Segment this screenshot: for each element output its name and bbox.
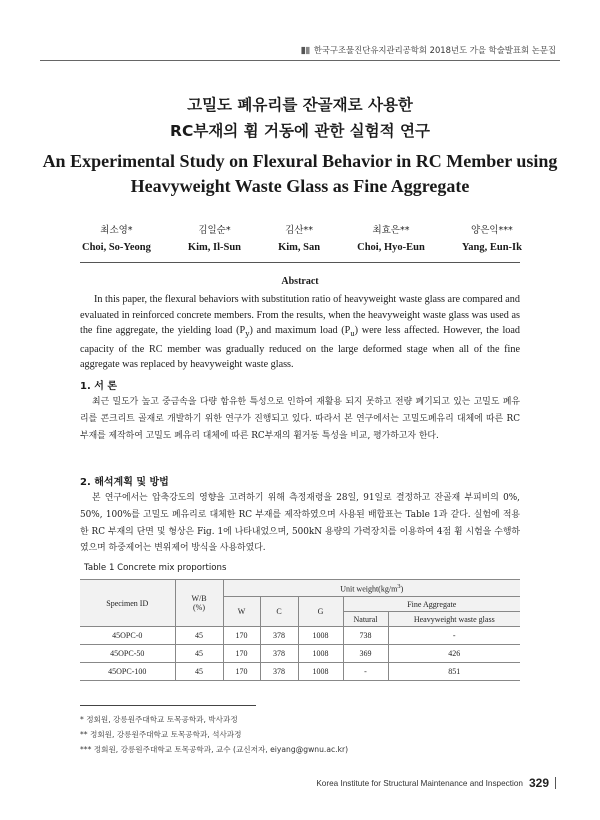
cell-wb: 45 <box>175 627 223 645</box>
cell-heavy: 851 <box>388 663 520 681</box>
table-row <box>80 627 520 645</box>
header-heavyweight: Heavyweight waste glass <box>388 612 520 627</box>
author-divider <box>80 262 520 263</box>
abstract-title: Abstract <box>281 276 319 287</box>
section-body-intro: 최근 밀도가 높고 중금속을 다량 함유한 특성으로 인하여 재활용 되지 못하고 전량 폐기되고 있는 고밀도 폐유리를 콘크리트 골재로 개발하기 위한 연구가 진행되고 있다. 따라서 본 연구에서는 고밀도폐유리 대체에 따른 RC부재를 제작하여 고밀도 폐유리 대체에 따른 RC부재의 휨거동 특성을 비교, 평가하고자 한다. <box>80 397 520 441</box>
footer-institute: Korea Institute for Structural Maintenance and Inspection <box>316 778 523 788</box>
page-number: 329 <box>528 776 549 790</box>
cell-c: 378 <box>260 645 298 663</box>
section-heading-method: 2. 해석계획 및 방법 <box>80 477 169 488</box>
journal-name: 한국구조물진단유지관리공학회 2018년도 가을 학술발표회 논문집 <box>313 45 556 55</box>
section-heading-intro: 1. 서 론 <box>80 381 118 392</box>
author-name-ko: 김일순* <box>198 225 231 236</box>
author <box>462 222 522 256</box>
title-korean-line-1: 고밀도 폐유리를 잔골재로 사용한 <box>187 96 413 114</box>
cell-g: 1008 <box>298 663 343 681</box>
mix-proportion-table <box>80 579 520 681</box>
header-g: G <box>298 597 343 627</box>
author-name-en: Kim, San <box>278 242 321 253</box>
cell-id: 45OPC-0 <box>80 627 175 645</box>
cell-heavy: 426 <box>388 645 520 663</box>
cell-wb: 45 <box>175 645 223 663</box>
footnote-2: ** 정회원, 강릉원주대학교 토목공학과, 석사과정 <box>80 730 242 739</box>
header-c: C <box>260 597 298 627</box>
cell-c: 378 <box>260 663 298 681</box>
unit-weight-label: Unit weight(kg/m <box>340 584 398 594</box>
unit-weight-close: ) <box>400 584 404 594</box>
cell-g: 1008 <box>298 627 343 645</box>
header-w: W <box>223 597 260 627</box>
cell-natural: 369 <box>343 645 388 663</box>
author-list <box>82 222 522 256</box>
subscript-y: y <box>245 328 250 339</box>
author <box>188 222 241 256</box>
title-english-line-1: An Experimental Study on Flexural Behavior in RC Member using <box>42 151 558 171</box>
header-unit-weight <box>223 580 520 597</box>
author-name-en: Yang, Eun-Ik <box>461 242 522 253</box>
footer-divider <box>555 777 556 789</box>
cell-w: 170 <box>223 663 260 681</box>
cell-id: 45OPC-100 <box>80 663 175 681</box>
title-english <box>0 149 600 199</box>
table-row <box>80 663 520 681</box>
title-korean <box>0 92 600 144</box>
unit-superscript: 3 <box>397 582 401 590</box>
cell-id: 45OPC-50 <box>80 645 175 663</box>
author-name-ko: 양은익*** <box>471 225 513 236</box>
author-name-ko: 최효은** <box>372 225 410 236</box>
footnote-3: *** 정회원, 강릉원주대학교 토목공학과, 교수 (교신저자, eiyang@gwnu.ac.kr) <box>80 745 349 754</box>
table-row <box>80 645 520 663</box>
cell-g: 1008 <box>298 645 343 663</box>
section-body-method: 본 연구에서는 압축강도의 영향을 고려하기 위해 측정재령을 28일, 91일로 결정하고 잔골재 부피비의 0%, 50%, 100%를 고밀도 폐유리로 대체한 RC 부재를 제작하였으며 사용된 배합표는 Table 1과 같다. 실험에 적용한 RC 부재의 단면 및 형상은 Fig. 1에 나타내었으며, 500kN 용량의 가력장치를 이용하여 4점 휨 시험을 수행하였으며 하중제어는 변위제어 방식을 사용하였다. <box>80 493 520 554</box>
book-icon <box>301 46 310 55</box>
subscript-u: u <box>350 328 355 339</box>
cell-wb: 45 <box>175 663 223 681</box>
author-name-en: Choi, Hyo-Eun <box>357 242 425 253</box>
author <box>278 222 320 256</box>
author-name-en: Kim, Il-Sun <box>187 242 242 253</box>
author-name-en: Choi, So-Yeong <box>82 242 151 253</box>
title-korean-line-2: RC부재의 휨 거동에 관한 실험적 연구 <box>170 122 430 140</box>
header-wb-line-2: (%) <box>193 603 205 612</box>
header-fine-aggregate: Fine Aggregate <box>343 597 520 612</box>
author <box>357 222 425 256</box>
header-specimen: Specimen ID <box>80 580 175 627</box>
header-wb-line-1: W/B <box>191 594 207 603</box>
cell-w: 170 <box>223 627 260 645</box>
cell-heavy: - <box>388 627 520 645</box>
author-name-ko: 최소영* <box>100 225 133 236</box>
header-natural: Natural <box>343 612 388 627</box>
footnote-divider <box>80 705 256 706</box>
author <box>82 222 151 256</box>
cell-natural: - <box>343 663 388 681</box>
abstract-body <box>80 292 520 373</box>
abstract-text: ) were less affected. However, the load capacity of the RC member was gradually reduced on the large deformed stage when all of the fine aggregate was replaced by heavyweight waste glass. <box>80 325 521 371</box>
page-footer <box>316 776 556 790</box>
abstract-text: In this paper, the flexural behaviors with substitution ratio of heavyweight waste glass are compared and evaluated in reinforced concrete members. From the results, when the heavyweight waste glass was used as the fine aggregate, the yielding load (P <box>80 294 520 337</box>
author-name-ko: 김산** <box>285 225 313 236</box>
header-wb <box>175 580 223 627</box>
table-caption: Table 1 Concrete mix proportions <box>84 563 227 573</box>
running-header <box>301 44 556 56</box>
cell-c: 378 <box>260 627 298 645</box>
cell-natural: 738 <box>343 627 388 645</box>
footnote-1: * 정회원, 강릉원주대학교 토목공학과, 박사과정 <box>80 715 238 724</box>
abstract-text: ) and maximum load (P <box>249 325 351 337</box>
header-divider <box>40 60 560 61</box>
title-english-line-2: Heavyweight Waste Glass as Fine Aggregate <box>130 176 470 196</box>
cell-w: 170 <box>223 645 260 663</box>
